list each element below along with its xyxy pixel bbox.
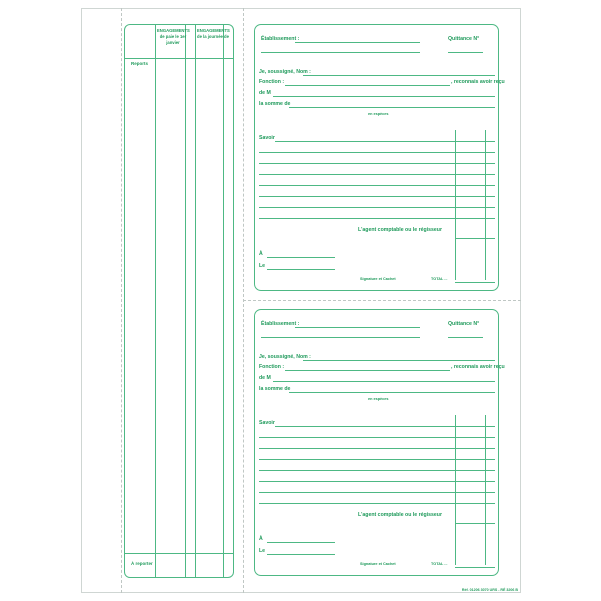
stub-reports-label: Reports bbox=[131, 61, 149, 66]
fill-line bbox=[285, 370, 450, 371]
fill-line bbox=[259, 185, 495, 186]
fill-line bbox=[273, 96, 495, 97]
namely-label: Savoir bbox=[259, 135, 275, 141]
function-label: Fonction : bbox=[259, 364, 285, 370]
sum-label: la somme de bbox=[259, 386, 291, 392]
fill-line bbox=[295, 42, 420, 43]
establishment-label: Établissement : bbox=[261, 36, 300, 42]
fill-line bbox=[455, 238, 495, 239]
fill-line bbox=[259, 174, 495, 175]
fill-line bbox=[289, 392, 495, 393]
total-label: TOTAL ... bbox=[431, 277, 448, 281]
on-label: Le bbox=[259, 548, 266, 554]
name-label: Je, soussigné, Nom : bbox=[259, 354, 311, 360]
establishment-label: Établissement : bbox=[261, 321, 300, 327]
fill-line bbox=[275, 141, 495, 142]
fill-line bbox=[455, 523, 495, 524]
fill-line bbox=[303, 75, 495, 76]
fill-line bbox=[259, 218, 495, 219]
stub-ledger bbox=[124, 24, 234, 578]
stub-carry-label: À reporter bbox=[131, 561, 153, 566]
stub-column-divider bbox=[155, 25, 156, 577]
from-label: de M bbox=[259, 375, 271, 381]
receipt-number-label: Quittance N° bbox=[448, 36, 480, 42]
at-label: À bbox=[259, 536, 263, 542]
stub-column-divider bbox=[195, 25, 196, 577]
in-words-note: en espèces bbox=[368, 397, 389, 401]
namely-label: Savoir bbox=[259, 420, 275, 426]
receipt-form-bottom bbox=[254, 309, 505, 576]
on-label: Le bbox=[259, 263, 266, 269]
at-label: À bbox=[259, 251, 263, 257]
fill-line bbox=[259, 196, 495, 197]
fill-line bbox=[455, 567, 495, 568]
fill-line bbox=[259, 459, 495, 460]
in-words-note: en espèces bbox=[368, 112, 389, 116]
fill-line bbox=[259, 503, 495, 504]
footer-reference: Réf. 01206 3070 URS - RÉ 3206 B bbox=[461, 588, 518, 592]
receipt-number-label: Quittance N° bbox=[448, 321, 480, 327]
sum-label: la somme de bbox=[259, 101, 291, 107]
stub-col1-header: ENGAGEMENTS de paie le 1er janvier bbox=[157, 28, 190, 45]
fill-line bbox=[295, 327, 420, 328]
receipt-form-top bbox=[254, 24, 505, 291]
received-label: , reconnais avoir reçu bbox=[451, 364, 505, 370]
name-label: Je, soussigné, Nom : bbox=[259, 69, 311, 75]
fill-line bbox=[289, 107, 495, 108]
fill-line bbox=[448, 52, 483, 53]
total-label: TOTAL ... bbox=[431, 562, 448, 566]
fill-line bbox=[267, 257, 335, 258]
fill-line bbox=[275, 426, 495, 427]
perforation-line bbox=[121, 8, 122, 593]
fill-line bbox=[259, 448, 495, 449]
fill-line bbox=[267, 554, 335, 555]
stub-rule bbox=[125, 553, 233, 554]
accountant-label: L'agent comptable ou le régisseur bbox=[358, 227, 442, 233]
fill-line bbox=[267, 269, 335, 270]
signature-label: Signature et Cachet bbox=[360, 277, 396, 281]
fill-line bbox=[259, 437, 495, 438]
stub-col2-header: ENGAGEMENTS de la journée de bbox=[197, 28, 230, 39]
fill-line bbox=[259, 163, 495, 164]
fill-line bbox=[259, 152, 495, 153]
accountant-label: L'agent comptable ou le régisseur bbox=[358, 512, 442, 518]
perforation-line bbox=[243, 300, 521, 301]
fill-line bbox=[259, 492, 495, 493]
fill-line bbox=[267, 542, 335, 543]
fill-line bbox=[303, 360, 495, 361]
fill-line bbox=[285, 85, 450, 86]
received-label: , reconnais avoir reçu bbox=[451, 79, 505, 85]
fill-line bbox=[273, 381, 495, 382]
signature-label: Signature et Cachet bbox=[360, 562, 396, 566]
fill-line bbox=[455, 282, 495, 283]
stub-column-divider bbox=[185, 25, 186, 577]
fill-line bbox=[259, 470, 495, 471]
from-label: de M bbox=[259, 90, 271, 96]
function-label: Fonction : bbox=[259, 79, 285, 85]
fill-line bbox=[259, 481, 495, 482]
fill-line bbox=[261, 52, 420, 53]
stub-column-divider bbox=[223, 25, 224, 577]
stub-rule bbox=[125, 58, 233, 59]
fill-line bbox=[259, 207, 495, 208]
fill-line bbox=[261, 337, 420, 338]
fill-line bbox=[448, 337, 483, 338]
